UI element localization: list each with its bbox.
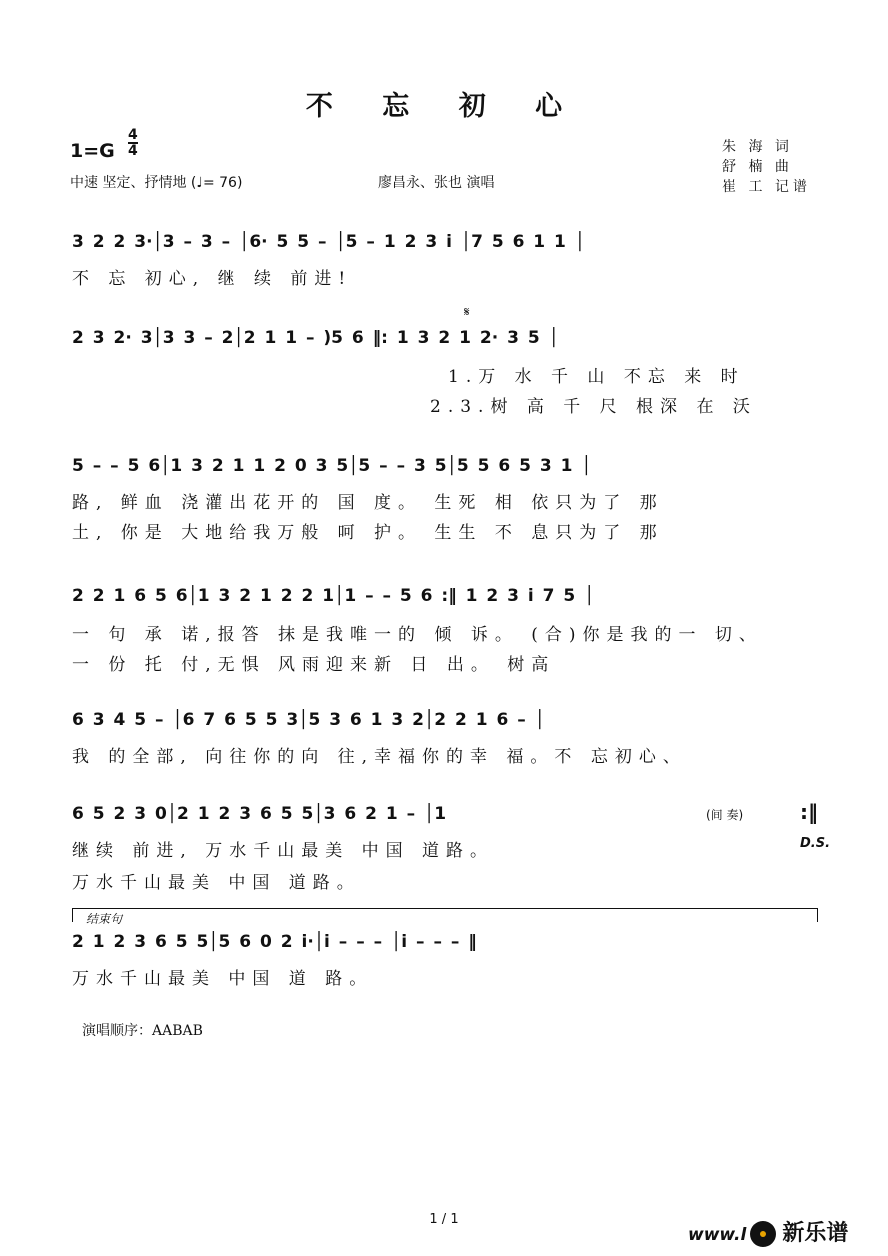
notation-row-4: 2 2 1 6 5 6│1 3 2 1 2 2 1│1 – – 5 6 :‖ 1 2 3 i 7 5 │ <box>72 586 595 606</box>
site-logo[interactable] <box>688 1216 848 1247</box>
song-title: 不 忘 初 心 <box>305 91 583 122</box>
time-signature <box>128 128 138 158</box>
lyric-row-5: 我 的全部, 向往你的向 往,幸福你的幸 福。不 忘初心、 <box>72 747 687 767</box>
notation-row-7: 2 1 2 3 6 5 5│5 6 0 2 i·│i – – – │i – – – ‖ <box>72 932 477 952</box>
key-signature: 1=G <box>70 140 115 162</box>
logo-url: www.l <box>688 1225 747 1245</box>
dal-segno-mark: D.S. <box>800 836 831 851</box>
lyricist-credit: 朱 海 词 <box>722 139 793 155</box>
ending-bracket-line <box>72 908 818 909</box>
lyric-row-2-verse-1: 1.万 水 千 山 不忘 来 时 <box>448 367 745 387</box>
meter-top: 4 <box>128 127 138 143</box>
lyric-row-7: 万水千山最美 中国 道 路。 <box>72 969 374 989</box>
lyric-row-6-verse-1: 继续 前进, 万水千山最美 中国 道路。 <box>72 841 495 861</box>
lyric-row-6-verse-2: 万水千山最美 中国 道路。 <box>72 873 361 893</box>
lyric-row-1: 不 忘 初心, 继 续 前进! <box>72 269 353 289</box>
ending-label: 结束句 <box>86 912 123 926</box>
transcriber-credit: 崔 工 记谱 <box>722 179 811 195</box>
tempo-marking: 中速 坚定、抒情地 (♩= 76) <box>70 175 243 191</box>
lyric-row-2-verse-2: 2.3.树 高 千 尺 根深 在 沃 <box>430 397 757 417</box>
notation-row-1: 3 2 2 3·│3 – 3 – │6· 5 5 – │5 – 1 2 3 i │7 5 6 1 1 │ <box>72 232 586 252</box>
logo-text: 新乐谱 <box>782 1221 849 1246</box>
repeat-end-mark: :‖ <box>800 800 818 824</box>
lyric-row-4-verse-1: 一 句 承 诺,报答 抹是我唯一的 倾 诉。 (合)你是我的一 切、 <box>72 625 763 645</box>
meter-bottom: 4 <box>128 143 138 159</box>
record-disc-icon <box>750 1221 776 1247</box>
notation-row-5: 6 3 4 5 – │6 7 6 5 5 3│5 3 6 1 3 2│2 2 1 6 – │ <box>72 710 545 730</box>
notation-row-6: 6 5 2 3 0│2 1 2 3 6 5 5│3 6 2 1 – │1 <box>72 804 447 824</box>
notation-row-3: 5 – – 5 6│1 3 2 1 1 2 0 3 5│5 – – 3 5│5 5 6 5 3 1 │ <box>72 456 592 476</box>
performance-order: 演唱顺序：AABAB <box>82 1023 203 1039</box>
lyric-row-4-verse-2: 一 份 托 付,无惧 风雨迎来新 日 出。 树高 <box>72 655 556 675</box>
lyric-row-3-verse-1: 路, 鲜血 浇灌出花开的 国 度。 生死 相 依只为了 那 <box>72 493 664 513</box>
lyric-row-3-verse-2: 土, 你是 大地给我万般 呵 护。 生生 不 息只为了 那 <box>72 523 664 543</box>
notation-row-2: 2 3 2· 3│3 3 – 2│2 1 1 – )5 6 ‖: 1 3 2 1 2· 3 5 │ <box>72 328 559 348</box>
ending-bracket-right <box>817 908 818 922</box>
segno-mark: 𝄋 <box>464 305 470 320</box>
performers: 廖昌永、张也 演唱 <box>378 175 495 191</box>
interlude-mark: (间 奏) <box>706 808 744 822</box>
page-number: 1 / 1 <box>429 1212 459 1227</box>
composer-credit: 舒 楠 曲 <box>722 159 793 175</box>
ending-bracket-left <box>72 908 73 922</box>
